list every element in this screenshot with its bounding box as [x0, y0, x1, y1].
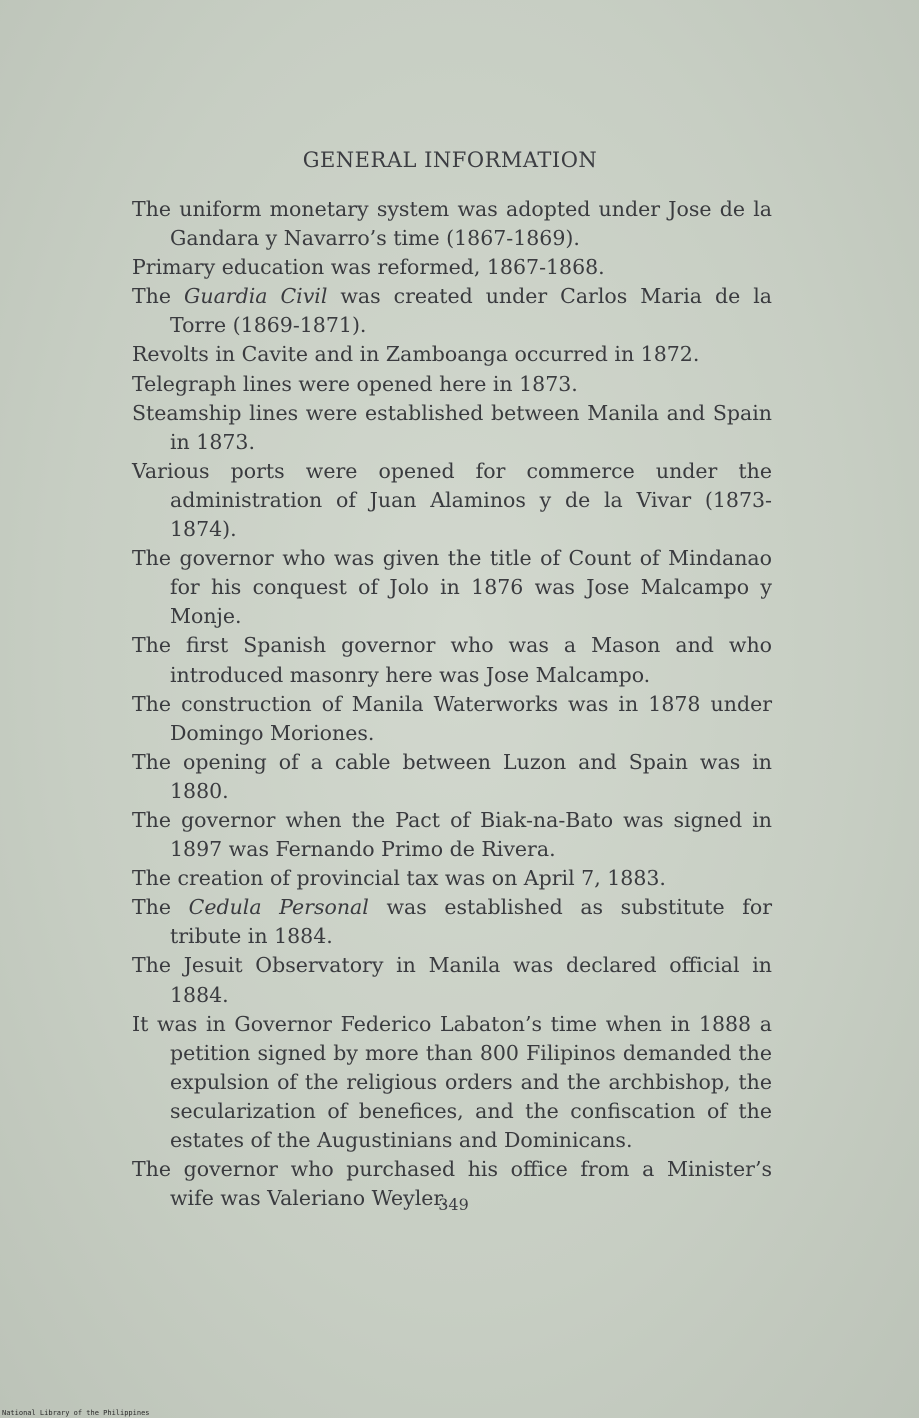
- library-credit: National Library of the Philippines: [2, 1409, 150, 1417]
- running-head: GENERAL INFORMATION: [302, 148, 598, 172]
- entry-cable: The opening of a cable between Luzon and Spain was in 1880.: [132, 749, 772, 803]
- entry-revolts: Revolts in Cavite and in Zamboanga occurred in 1872.: [132, 342, 700, 367]
- entry-waterworks: The construction of Manila Waterworks was in 1878 under Domingo Moriones.: [132, 691, 772, 745]
- entry-primary-education: Primary education was reformed, 1867-1868.: [132, 255, 605, 280]
- entry-ports: Various ports were opened for commerce under the administration of Juan Alaminos y de la Vivar (1873-1874).: [132, 458, 772, 542]
- italic-term: Guardia Civil: [183, 284, 328, 309]
- entry-telegraph: Telegraph lines were opened here in 1873.: [132, 371, 578, 396]
- entry-cedula-personal: The Cedula Personal was established as substitute for tribute in 1884.: [132, 895, 773, 949]
- entry-petition-1888: It was in Governor Federico Labaton’s time when in 1888 a petition signed by more than 800 Filipinos demanded the expulsion of the religious orders and the archbishop, the secularization of benefices, and the confiscation of the estates of the Augustinians and Dominicans.: [132, 1011, 772, 1152]
- entry-jesuit-observatory: The Jesuit Observatory in Manila was declared official in 1884.: [132, 953, 772, 1007]
- italic-term: Cedula Personal: [188, 895, 369, 920]
- entry-biak-na-bato: The governor when the Pact of Biak-na-Bato was signed in 1897 was Fernando Primo de Rivera.: [132, 807, 772, 862]
- entry-provincial-tax: The creation of provincial tax was on April 7, 1883.: [132, 866, 666, 891]
- entry-weyler: The governor who purchased his office from a Minister’s wife was Valeriano Weyler.: [132, 1157, 772, 1211]
- entry-guardia-civil: The Guardia Civil was created under Carlos Maria de la Torre (1869-1871).: [132, 284, 772, 338]
- entry-count-of-mindanao: The governor who was given the title of Count of Mindanao for his conquest of Jolo in 1876 was Jose Malcampo y Monje.: [132, 546, 772, 629]
- entry-steamship: Steamship lines were established between Manila and Spain in 1873.: [132, 400, 772, 454]
- entry-monetary-system: The uniform monetary system was adopted under Jose de la Gandara y Navarro’s time (1867-1869).: [132, 197, 772, 251]
- entry-list: [132, 195, 772, 1213]
- page-number: 349: [438, 1195, 469, 1214]
- entry-mason-governor: The first Spanish governor who was a Mason and who introduced masonry here was Jose Malcampo.: [132, 633, 772, 687]
